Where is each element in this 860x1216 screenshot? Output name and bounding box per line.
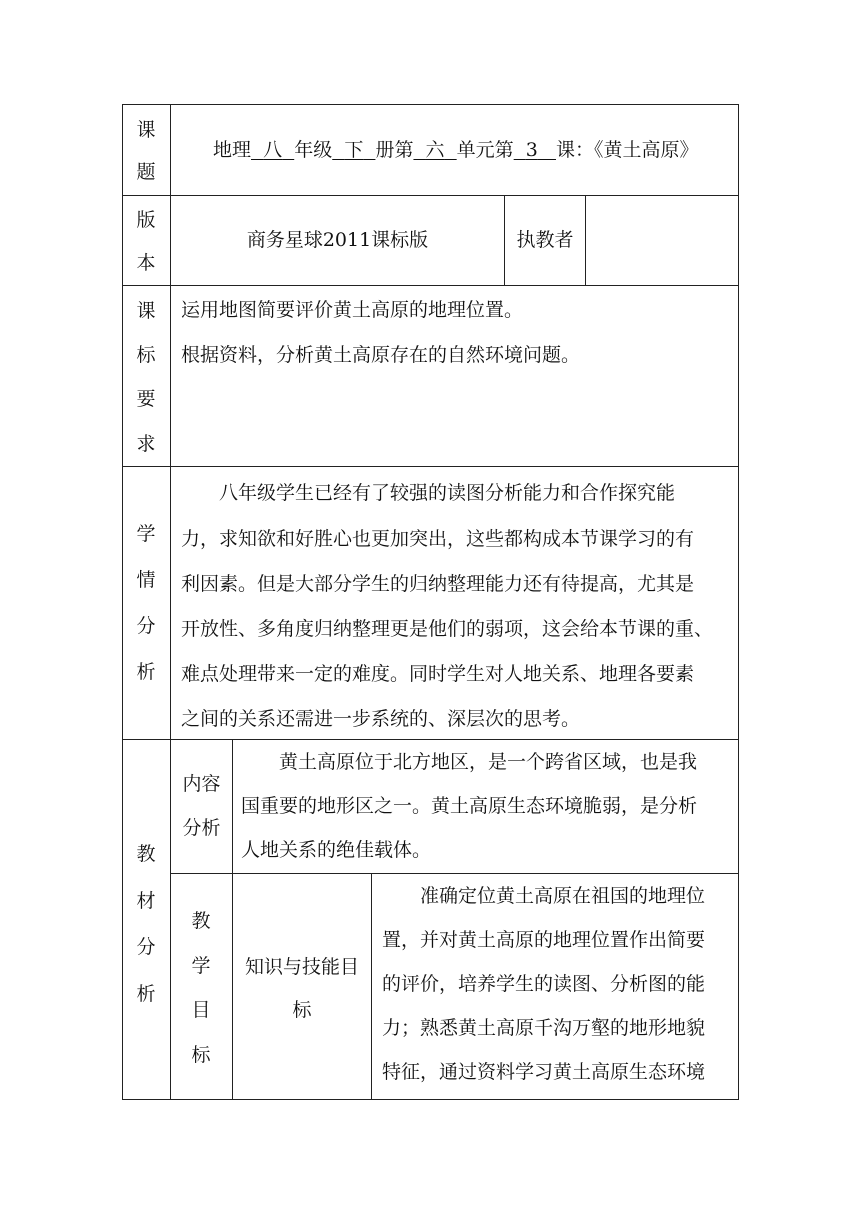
lesson-title-text: 地理	[213, 139, 252, 161]
teaching-goals-label-char: 目	[191, 999, 211, 1021]
row-label-char: 要	[136, 388, 156, 410]
volume-field: 下	[344, 139, 364, 161]
row-label-char: 材	[136, 890, 156, 912]
content-analysis-label: 内容	[182, 773, 221, 795]
row-label-char: 版	[136, 209, 156, 231]
analysis-line: 之间的关系还需进一步系统的、深层次的思考。	[181, 708, 581, 730]
lesson-title-text: 课：《黄土高原》	[555, 139, 699, 161]
grade-field: 八	[263, 139, 283, 161]
teaching-goals-label-char: 教	[191, 910, 211, 932]
standard-line: 运用地图简要评价黄土高原的地理位置。	[181, 299, 524, 321]
content-analysis-label: 分析	[182, 817, 221, 839]
row-label-char: 析	[136, 983, 156, 1005]
row-label-char: 课	[136, 300, 156, 322]
teaching-goals-label-char: 标	[191, 1044, 211, 1066]
content-analysis-line: 黄土高原位于北方地区，是一个跨省区域，也是我	[279, 751, 698, 773]
row-label-char: 本	[136, 252, 156, 274]
row-label-char: 教	[136, 843, 156, 865]
knowledge-skills-line: 准确定位黄土高原在祖国的地理位	[420, 885, 706, 907]
knowledge-skills-line: 的评价，培养学生的读图、分析图的能	[382, 973, 706, 995]
row-label-char: 课	[136, 119, 156, 141]
analysis-line: 开放性、多角度归纳整理更是他们的弱项，这会给本节课的重、	[181, 618, 714, 640]
lesson-title	[213, 141, 699, 160]
row-label-char: 析	[136, 661, 156, 683]
lesson-number-field: 3	[525, 139, 538, 161]
analysis-line: 利因素。但是大部分学生的归纳整理能力还有待提高，尤其是	[181, 573, 695, 595]
row-label-char: 题	[136, 161, 156, 183]
analysis-line: 八年级学生已经有了较强的读图分析能力和合作探究能	[219, 482, 676, 504]
knowledge-skills-line: 特征，通过资料学习黄土高原生态环境	[382, 1061, 706, 1083]
row-label-char: 求	[136, 433, 156, 455]
edition-value: 商务星球2011课标版	[246, 229, 429, 251]
row-label-char: 标	[136, 344, 156, 366]
analysis-line: 力，求知欲和好胜心也更加突出，这些都构成本节课学习的有	[181, 528, 695, 550]
knowledge-skills-line: 置，并对黄土高原的地理位置作出简要	[382, 929, 706, 951]
lesson-title-text: 年级	[294, 139, 333, 161]
row-label-char: 分	[136, 615, 156, 637]
standard-line: 根据资料，分析黄土高原存在的自然环境问题。	[181, 344, 581, 366]
content-analysis-line: 人地关系的绝佳载体。	[241, 839, 432, 861]
analysis-line: 难点处理带来一定的难度。同时学生对人地关系、地理各要素	[181, 663, 695, 685]
row-label-char: 分	[136, 936, 156, 958]
lesson-title-text: 册第	[375, 139, 414, 161]
knowledge-skills-line: 力；熟悉黄土高原千沟万壑的地形地貌	[382, 1017, 706, 1039]
knowledge-skills-label: 标	[292, 999, 312, 1021]
content-analysis-line: 国重要的地形区之一。黄土高原生态环境脆弱，是分析	[241, 795, 698, 817]
row-label-char: 学	[136, 523, 156, 545]
teaching-goals-label-char: 学	[191, 955, 211, 977]
row-label-char: 情	[136, 569, 156, 591]
knowledge-skills-label: 知识与技能目	[244, 956, 359, 978]
unit-field: 六	[425, 139, 445, 161]
lesson-title-text: 单元第	[456, 139, 514, 161]
teacher-label: 执教者	[516, 229, 574, 251]
